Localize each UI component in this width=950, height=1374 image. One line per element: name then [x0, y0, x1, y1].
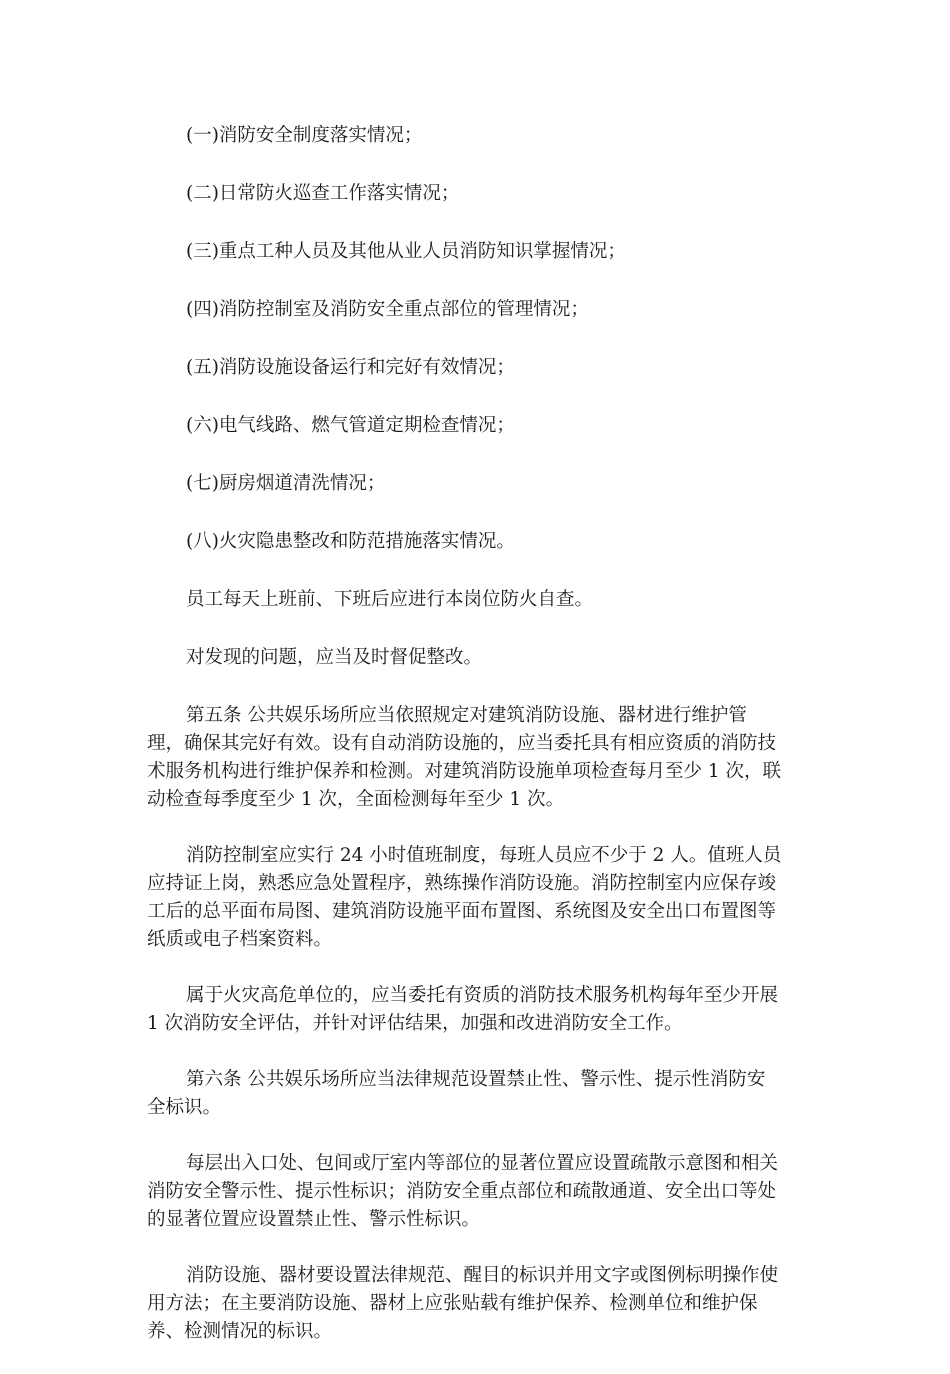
list-item: (六)电气线路、燃气管道定期检查情况； [186, 415, 515, 436]
paragraph-line: 每层出入口处、包间或厅室内等部位的显著位置应设置疏散示意图和相关 [186, 1153, 779, 1174]
paragraph-high-risk [147, 982, 807, 1038]
paragraph-line: 的显著位置应设置禁止性、警示性标识。 [147, 1209, 481, 1230]
paragraph-line: 消防控制室应实行 24 小时值班制度，每班人员应不少于 2 人。值班人员 [186, 845, 782, 866]
paragraph-equipment-labels [147, 1262, 807, 1346]
paragraph-line: 理，确保其完好有效。设有自动消防设施的，应当委托具有相应资质的消防技 [147, 733, 777, 754]
list-item: (七)厨房烟道清洗情况； [186, 473, 386, 494]
list-item: (三)重点工种人员及其他从业人员消防知识掌握情况； [186, 241, 626, 262]
paragraph-line: 养、检测情况的标识。 [147, 1321, 333, 1342]
paragraph-line: 术服务机构进行维护保养和检测。对建筑消防设施单项检查每月至少 1 次，联 [147, 761, 782, 782]
paragraph-line: 动检查每季度至少 1 次，全面检测每年至少 1 次。 [147, 789, 565, 810]
paragraph-line: 属于火灾高危单位的，应当委托有资质的消防技术服务机构每年至少开展 [186, 985, 779, 1006]
paragraph-line: 应持证上岗，熟悉应急处置程序，熟练操作消防设施。消防控制室内应保存竣 [147, 873, 777, 894]
paragraph-line: 全标识。 [147, 1097, 222, 1118]
paragraph-article-6 [147, 1066, 807, 1122]
paragraph-line: 1 次消防安全评估，并针对评估结果，加强和改进消防安全工作。 [147, 1013, 683, 1034]
paragraph-line: 第五条 公共娱乐场所应当依照规定对建筑消防设施、器材进行维护管 [186, 705, 747, 726]
paragraph-line: 消防设施、器材要设置法律规范、醒目的标识并用文字或图例标明操作使 [186, 1265, 779, 1286]
list-item: (五)消防设施设备运行和完好有效情况； [186, 357, 515, 378]
list-item: (二)日常防火巡查工作落实情况； [186, 183, 460, 204]
paragraph-evacuation-signs [147, 1150, 807, 1234]
paragraph-control-room [147, 842, 807, 954]
paragraph-line: 纸质或电子档案资料。 [147, 929, 333, 950]
list-item: 对发现的问题，应当及时督促整改。 [186, 647, 483, 668]
paragraph-line: 消防安全警示性、提示性标识；消防安全重点部位和疏散通道、安全出口等处 [147, 1181, 777, 1202]
list-item: (八)火灾隐患整改和防范措施落实情况。 [186, 531, 515, 552]
paragraph-line: 工后的总平面布局图、建筑消防设施平面布置图、系统图及安全出口布置图等 [147, 901, 777, 922]
list-item: (一)消防安全制度落实情况； [186, 125, 423, 146]
paragraph-line: 第六条 公共娱乐场所应当法律规范设置禁止性、警示性、提示性消防安 [186, 1069, 766, 1090]
list-item: (四)消防控制室及消防安全重点部位的管理情况； [186, 299, 589, 320]
paragraph-line: 用方法；在主要消防设施、器材上应张贴载有维护保养、检测单位和维护保 [147, 1293, 758, 1314]
list-item: 员工每天上班前、下班后应进行本岗位防火自查。 [186, 589, 594, 610]
document-body [147, 122, 807, 1374]
paragraph-article-5 [147, 702, 807, 814]
